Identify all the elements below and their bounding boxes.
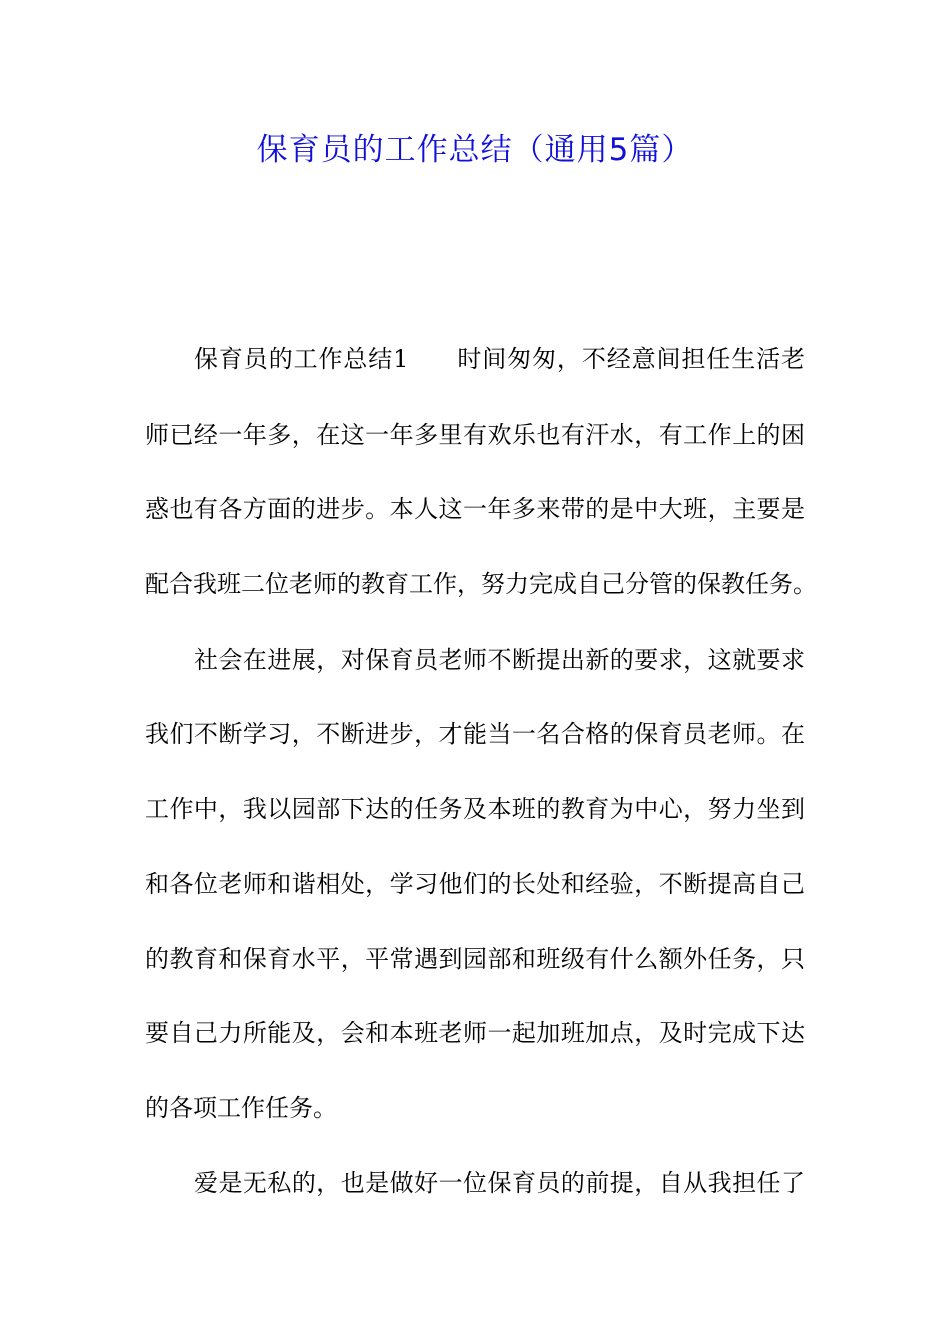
paragraph-1-line-2: 师已经一年多，在这一年多里有欢乐也有汗水，有工作上的困 xyxy=(145,421,805,449)
paragraph-2-line-3: 工作中，我以园部下达的任务及本班的教育为中心，努力坐到 xyxy=(145,795,805,823)
paragraph-3-line-1: 爱是无私的，也是做好一位保育员的前提，自从我担任了 xyxy=(194,1169,805,1197)
paragraph-1-opening: 时间匆匆，不经意间担任生活老 xyxy=(456,345,806,373)
paragraph-1-line-4: 配合我班二位老师的教育工作，努力完成自己分管的保教任务。 xyxy=(145,570,817,598)
section-heading: 保育员的工作总结1 xyxy=(194,345,409,373)
paragraph-2-line-2: 我们不断学习，不断进步，才能当一名合格的保育员老师。在 xyxy=(145,720,805,748)
paragraph-1-line-1 xyxy=(194,342,805,376)
paragraph-1-line-3: 惑也有各方面的进步。本人这一年多来带的是中大班，主要是 xyxy=(145,495,805,523)
document-title: 保育员的工作总结（通用5篇） xyxy=(256,132,694,168)
paragraph-2-line-7: 的各项工作任务。 xyxy=(145,1094,337,1122)
paragraph-2-line-5: 的教育和保育水平，平常遇到园部和班级有什么额外任务，只 xyxy=(145,945,805,973)
paragraph-2-line-1: 社会在进展，对保育员老师不断提出新的要求，这就要求 xyxy=(194,646,805,674)
paragraph-2-line-4: 和各位老师和谐相处，学习他们的长处和经验，不断提高自己 xyxy=(145,870,805,898)
paragraph-2-line-6: 要自己力所能及，会和本班老师一起加班加点，及时完成下达 xyxy=(145,1019,805,1047)
